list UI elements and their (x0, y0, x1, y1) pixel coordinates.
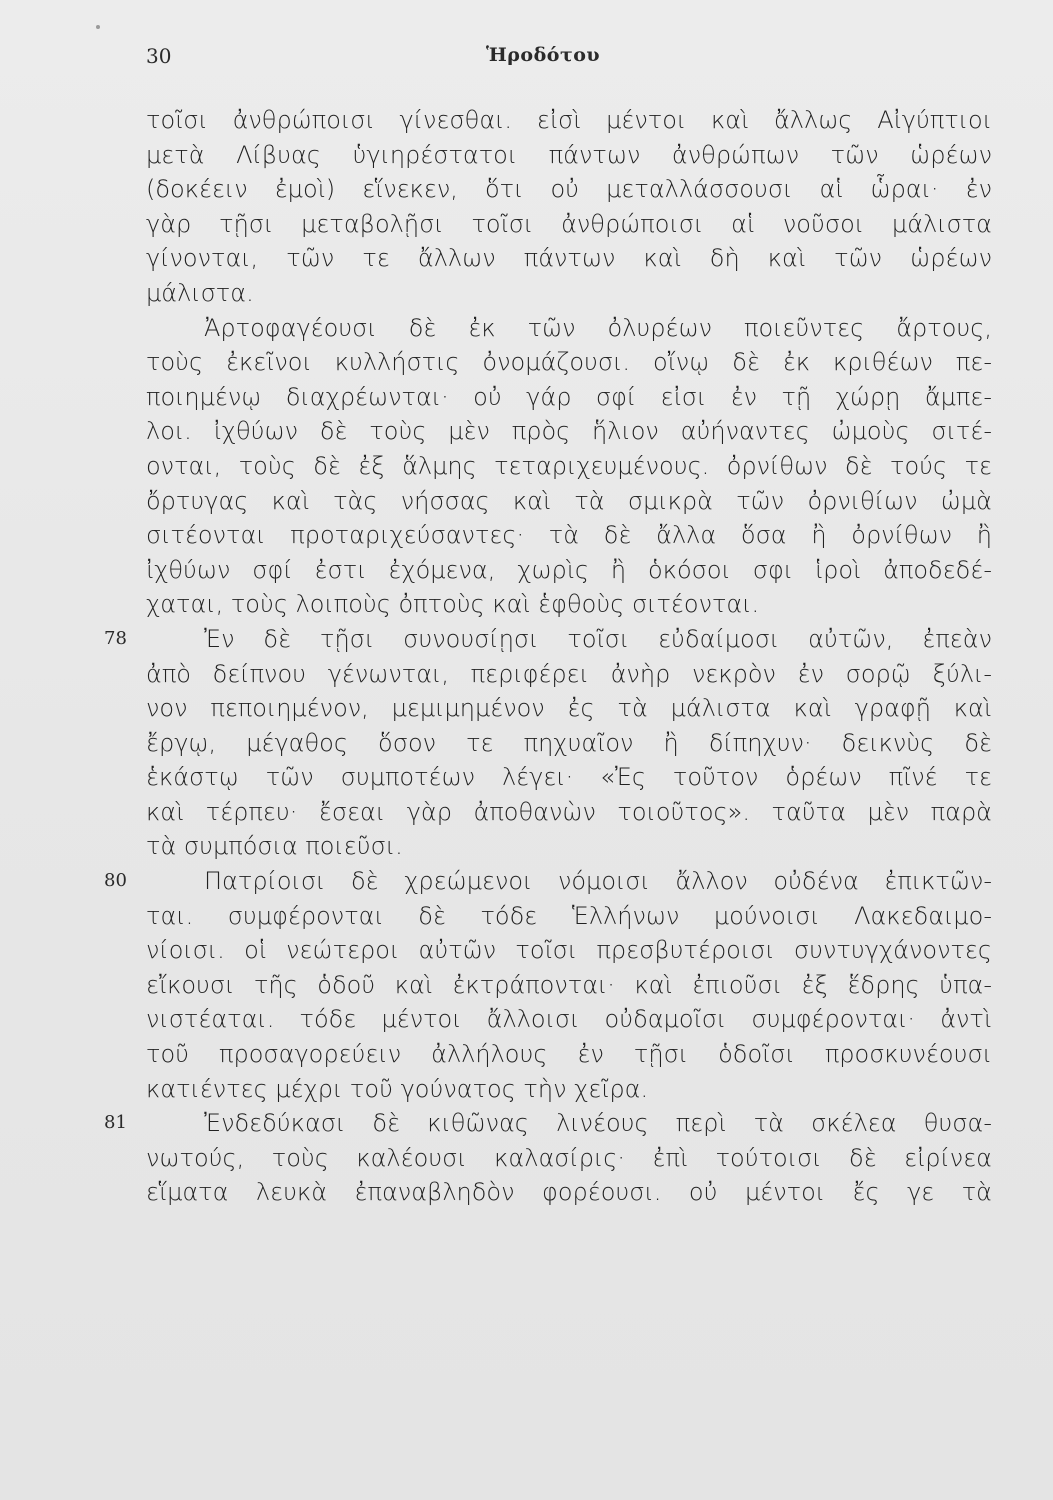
line-text: ἰχθύων σφί ἐστι ἐχόμενα, χωρὶς ἢ ὁκόσοι σφι ἱροὶ ἀποδεδέ- (146, 555, 992, 584)
text-line (146, 380, 992, 415)
text-line (146, 1175, 992, 1210)
line-text: ποιημένῳ διαχρέωνται· οὐ γάρ σφί εἰσι ἐν τῇ χώρῃ ἄμπε- (146, 382, 992, 411)
line-text: κατιέντες μέχρι τοῦ γούνατος τὴν χεῖρα. (146, 1074, 649, 1103)
text-line (104, 864, 992, 899)
line-text: ἀπὸ δείπνου γένωνται, περιφέρει ἀνὴρ νεκρὸν ἐν σορῷ ξύλι- (146, 659, 992, 688)
page-speck (96, 25, 100, 29)
text-line (146, 553, 992, 588)
chapter-number: 78 (104, 627, 127, 649)
line-text: ται. συμφέρονται δὲ τόδε Ἑλλήνων μούνοισι Λακεδαιμο- (146, 901, 992, 930)
text-line (146, 1002, 992, 1037)
line-text: μετὰ Λίβυας ὑγιηρέστατοι πάντων ἀνθρώπων τῶν ὡρέων (146, 140, 992, 169)
text-line (146, 518, 992, 553)
text-line (146, 345, 992, 380)
line-text: καὶ τέρπευ· ἔσεαι γὰρ ἀποθανὼν τοιοῦτος». ταῦτα μὲν παρὰ (146, 797, 992, 826)
page-header (0, 44, 1053, 74)
text-line (146, 172, 992, 207)
line-text: εἴκουσι τῆς ὁδοῦ καὶ ἐκτράπονται· καὶ ἐπιοῦσι ἐξ ἕδρης ὑπα- (146, 970, 992, 999)
line-text: Ἐνδεδύκασι δὲ κιθῶνας λινέους περὶ τὰ σκέλεα θυσα- (204, 1109, 992, 1138)
line-text: ονται, τοὺς δὲ ἐξ ἅλμης τεταριχευμένους. ὀρνίθων δὲ τούς τε (146, 451, 992, 480)
text-line (104, 1106, 992, 1141)
text-line (146, 311, 992, 346)
line-text: μάλιστα. (146, 278, 254, 307)
line-text: τὰ συμπόσια ποιεῦσι. (146, 832, 403, 861)
text-line (146, 138, 992, 173)
body-text (104, 103, 992, 1210)
text-line (146, 241, 992, 276)
line-text: γὰρ τῇσι μεταβολῇσι τοῖσι ἀνθρώποισι αἱ νοῦσοι μάλιστα (146, 209, 992, 238)
text-line (146, 449, 992, 484)
running-title: Ἡροδότου (486, 44, 601, 66)
chapter-number: 80 (104, 870, 127, 892)
line-text: λοι. ἰχθύων δὲ τοὺς μὲν πρὸς ἥλιον αὐήναντες ὠμοὺς σιτέ- (146, 417, 992, 446)
line-text: νωτούς, τοὺς καλέουσι καλασίρις· ἐπὶ τούτοισι δὲ εἰρίνεα (146, 1143, 992, 1172)
text-line (146, 657, 992, 692)
text-line (146, 795, 992, 830)
line-text: τοῖσι ἀνθρώποισι γίνεσθαι. εἰσὶ μέντοι καὶ ἄλλως Αἰγύπτιοι (146, 106, 992, 134)
text-line (146, 760, 992, 795)
text-line (146, 414, 992, 449)
text-line (146, 484, 992, 519)
line-text: νον πεποιημένον, μεμιμημένον ἐς τὰ μάλιστα καὶ γραφῇ καὶ (146, 694, 992, 723)
text-line (146, 1072, 992, 1107)
line-text: νίοισι. οἱ νεώτεροι αὐτῶν τοῖσι πρεσβυτέροισι συντυγχάνοντες (146, 936, 992, 965)
text-line (146, 276, 992, 311)
text-line (146, 587, 992, 622)
line-text: (δοκέειν ἐμοὶ) εἵνεκεν, ὅτι οὐ μεταλλάσσουσι αἱ ὧραι· ἐν (146, 175, 992, 204)
line-text: σιτέονται προταριχεύσαντες· τὰ δὲ ἄλλα ὅσα ἢ ὀρνίθων ἢ (146, 521, 992, 550)
text-line (146, 103, 992, 138)
line-text: τοὺς ἐκεῖνοι κυλλήστις ὀνομάζουσι. οἴνῳ δὲ ἐκ κριθέων πε- (146, 348, 992, 377)
text-line (146, 726, 992, 761)
text-line (146, 933, 992, 968)
line-text: Πατρίοισι δὲ χρεώμενοι νόμοισι ἄλλον οὐδένα ἐπικτῶν- (204, 867, 992, 896)
text-line (146, 829, 992, 864)
line-text: νιστέαται. τόδε μέντοι ἄλλοισι οὐδαμοῖσι συμφέρονται· ἀντὶ (146, 1005, 992, 1034)
line-text: ἑκάστῳ τῶν συμποτέων λέγει· «Ἐς τοῦτον ὁρέων πῖνέ τε (146, 763, 992, 792)
text-line (146, 899, 992, 934)
page-number: 30 (146, 44, 172, 68)
text-line (146, 1037, 992, 1072)
line-text: ὄρτυγας καὶ τὰς νήσσας καὶ τὰ σμικρὰ τῶν ὀρνιθίων ὠμὰ (146, 486, 992, 515)
text-line (146, 691, 992, 726)
text-line (146, 207, 992, 242)
line-text: ἔργῳ, μέγαθος ὅσον τε πηχυαῖον ἢ δίπηχυν· δεικνὺς δὲ (146, 728, 992, 757)
line-text: Ἐν δὲ τῇσι συνουσίῃσι τοῖσι εὐδαίμοσι αὐτῶν, ἐπεὰν (204, 624, 992, 653)
line-text: εἵματα λευκὰ ἐπαναβληδὸν φορέουσι. οὐ μέντοι ἔς γε τὰ (146, 1178, 992, 1207)
text-line (104, 622, 992, 657)
line-text: Ἀρτοφαγέουσι δὲ ἐκ τῶν ὀλυρέων ποιεῦντες ἄρτους, (204, 313, 992, 342)
chapter-number: 81 (104, 1112, 127, 1134)
line-text: χαται, τοὺς λοιποὺς ὀπτοὺς καὶ ἑφθοὺς σιτέονται. (146, 590, 760, 619)
line-text: γίνονται, τῶν τε ἄλλων πάντων καὶ δὴ καὶ τῶν ὡρέων (146, 244, 992, 273)
text-line (146, 1141, 992, 1176)
text-line (146, 968, 992, 1003)
line-text: τοῦ προσαγορεύειν ἀλλήλους ἐν τῇσι ὁδοῖσι προσκυνέουσι (146, 1040, 992, 1069)
